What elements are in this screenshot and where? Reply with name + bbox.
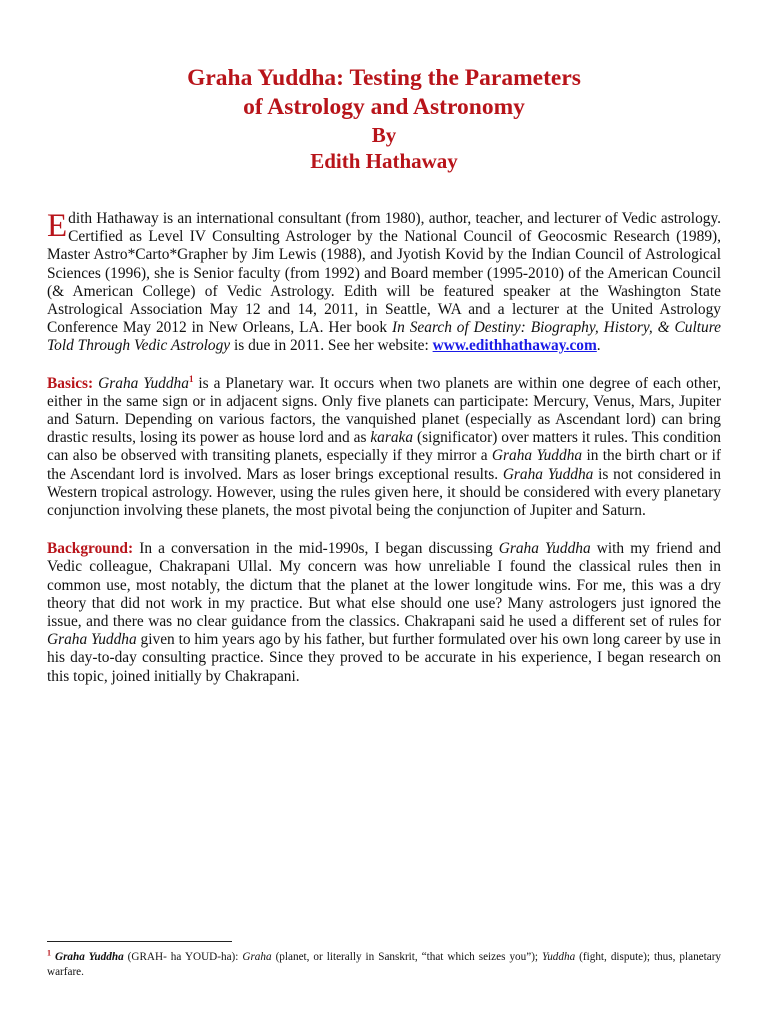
basics-heading: Basics: [47,374,94,392]
background-term-1: Graha Yuddha [498,540,591,558]
intro-text-1: dith Hathaway is an international consultant (from 1980), author, teacher, and lecturer of Vedic astrology. Certified as Level IV Consulting Astrologer by the National Council of Geocosmic Research (1989), Master Astro*Carto*Grapher by Jim Lewis (1988), and Jyotish Kovid by the Indian Council of Astrological Sciences (1996), she is Senior faculty (from 1992) and Board member (1995-2010) of the American Council (& American College) of Vedic Astrology. Edith will be featured speaker at the Washington State Astrological Association May 12 and 14, 2011, in Seattle, WA and a lecturer at the United Astrology Conference May 2012 in New Orleans, LA. Her book [47,210,721,337]
background-text-2: with my friend and Vedic colleague, Chakrapani Ullal. My concern was how unreliable I found the classical rules then in common use, most notably, the dictum that the planet at the lower longitude wins. For me, this was a dry theory that did not work in my practice. But what else should one use? Many astrologers just ignored the issue, and there was no clear guidance from the classics. Chakrapani said he used a different set of rules for [47,540,722,631]
footnote-yuddha: Yuddha [542,951,576,963]
title-line-1: Graha Yuddha: Testing the Parameters [187,65,581,91]
book-title: In Search of Destiny: Biography, History, & Culture Told Through Vedic Astrology [47,319,721,355]
background-text-1: In a conversation in the mid-1990s, I began discussing [133,540,499,558]
footnote-divider [47,941,232,942]
background-paragraph [47,540,721,686]
website-link[interactable]: www.edithhathaway.com [432,337,597,355]
drop-cap: E [47,208,68,244]
footnote [47,950,721,981]
background-text-3: given to him years ago by his father, but further formulated over his own long career by use in his day-to-day consulting practice. Since they proved to be accurate in his experience, I began research on this topic, joined initially by Chakrapani. [47,631,722,685]
karaka-term: karaka [370,429,414,447]
document-page [47,64,721,686]
intro-text-3: . [596,337,601,355]
footnote-text-2: (planet, or literally in Sanskrit, “that which seizes you”); [271,951,543,963]
basics-term: Graha Yuddha [98,374,189,392]
footnote-text-1: (GRAH- ha YOUD-ha): [123,951,243,963]
intro-paragraph [47,210,721,356]
basics-text-3: in the birth chart or if the Ascendant lord is involved. Mars as loser brings exceptional results. [47,447,721,483]
document-title [47,64,721,174]
basics-text-1: is a Planetary war. It occurs when two planets are within one degree of each other, either in the same sign or in adjacent signs. Only five planets can participate: Mercury, Venus, Mars, Jupiter and Saturn. Depending on various factors, the vanquished planet (especially as Ascendant lord) can bring drastic results, losing its power as house lord and as [47,374,721,447]
basics-term-2: Graha Yuddha [491,447,583,465]
title-line-2: of Astrology and Astronomy [243,94,525,120]
intro-text-2: is due in 2011. See her website: [230,337,433,355]
basics-text-4: is not considered in Western tropical astrology. However, using the rules given here, it should be considered with every planetary conjunction involving these planets, the most pivotal being the conjunction of Jupiter and Saturn. [47,465,721,520]
footnote-graha: Graha [242,951,272,963]
basics-paragraph [47,375,721,521]
background-heading: Background: [47,540,134,558]
footnote-text-3: (fight, dispute); thus, planetary warfare. [47,951,722,979]
footnote-term: Graha Yuddha [55,951,124,963]
basics-term-3: Graha Yuddha [502,465,594,483]
footnote-mark: 1 [47,948,51,958]
title-by: By [371,123,397,147]
footnote-ref[interactable]: 1 [188,373,194,384]
title-author: Edith Hathaway [310,149,458,173]
basics-text-2: (significator) over matters it rules. This condition can also be observed with transiting planets, especially if they mirror a [47,429,721,465]
background-term-2: Graha Yuddha [47,631,137,649]
